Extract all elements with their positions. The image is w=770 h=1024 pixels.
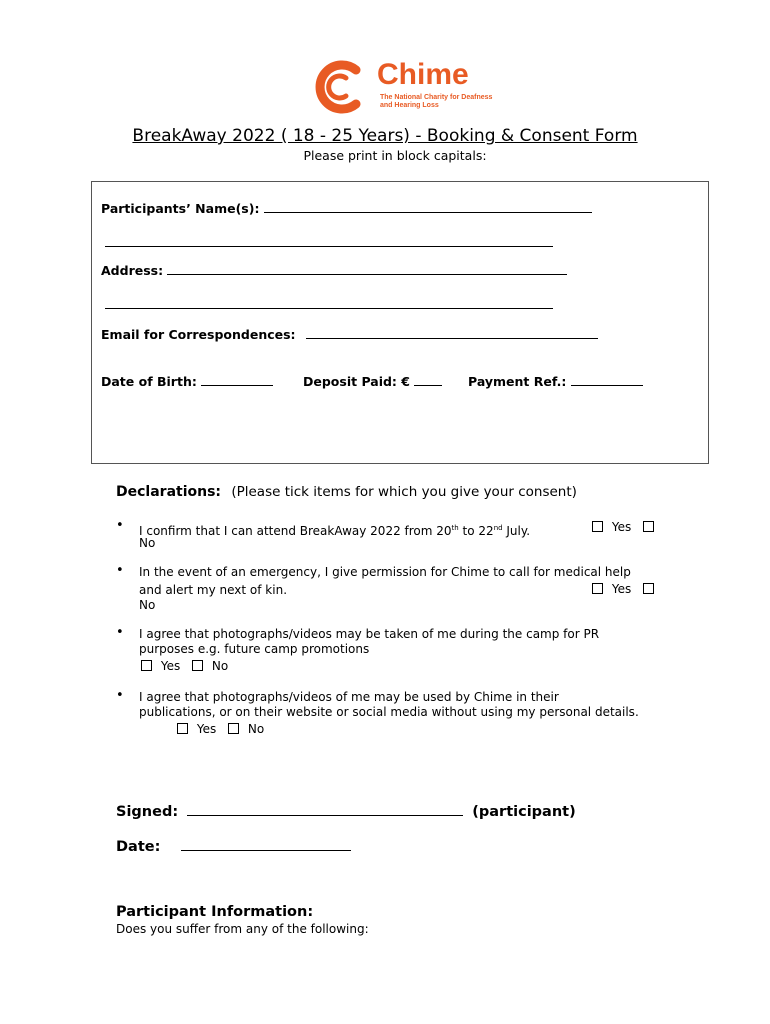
declaration-1-yes-label: Yes [611, 520, 632, 534]
bullet-icon: • [116, 688, 124, 703]
declaration-1-text-b: to 22 [458, 524, 494, 538]
date-label: Date: [116, 839, 161, 855]
declaration-3-options [141, 659, 228, 673]
payment-ref-field[interactable] [571, 374, 643, 386]
address-row [101, 263, 567, 278]
email-label: Email for Correspondences: [101, 327, 296, 342]
declaration-1-sup-b: nd [493, 524, 503, 532]
declaration-4-yes-label: Yes [196, 722, 217, 736]
declarations-heading [116, 484, 577, 500]
email-field[interactable] [306, 327, 598, 339]
participant-details-box [91, 181, 709, 464]
participants-name-row [101, 201, 592, 216]
declaration-1-text-c: July. [502, 524, 531, 538]
declaration-1-no-label: No [139, 536, 156, 550]
signed-field[interactable] [187, 801, 463, 816]
declaration-4-line1: I agree that photographs/videos of me may be used by Chime in their [139, 690, 559, 704]
participants-name-field[interactable] [264, 201, 592, 213]
signed-label: Signed: [116, 804, 179, 820]
date-field[interactable] [181, 836, 351, 851]
participant-suffix: (participant) [472, 804, 576, 820]
declaration-1-no-checkbox[interactable] [643, 521, 654, 532]
declaration-3-line1: I agree that photographs/videos may be taken of me during the camp for PR [139, 627, 600, 641]
logo-name: Chime [377, 58, 469, 91]
declaration-3-yes-label: Yes [160, 659, 181, 673]
dob-label: Date of Birth: [101, 374, 197, 389]
declarations-note: (Please tick items for which you give your consent) [231, 484, 577, 500]
logo-tagline: The National Charity for Deafness and Hearing Loss [380, 94, 493, 109]
dob-field[interactable] [201, 374, 273, 386]
declaration-2-line1: In the event of an emergency, I give permission for Chime to call for medical help [139, 565, 631, 579]
declaration-4-options [177, 722, 264, 736]
address-label: Address: [101, 263, 164, 278]
signed-row [116, 801, 576, 820]
bullet-icon: • [116, 563, 124, 578]
address-field[interactable] [167, 263, 567, 275]
declaration-3-yes-checkbox[interactable] [141, 660, 152, 671]
email-row [101, 327, 598, 342]
form-subtitle: Please print in block capitals: [303, 148, 487, 163]
declaration-2-line2: and alert my next of kin. [139, 583, 288, 597]
participants-name-label: Participants’ Name(s): [101, 201, 260, 216]
declaration-2-yes-checkbox[interactable] [592, 583, 603, 594]
bullet-icon: • [116, 518, 124, 533]
form-title: BreakAway 2022 ( 18 - 25 Years) - Booking & Consent Form [132, 126, 638, 146]
declaration-1-sup-a: th [451, 524, 459, 532]
participant-info-heading: Participant Information: [116, 904, 314, 920]
deposit-field[interactable] [414, 374, 442, 386]
declaration-1-yes-checkbox[interactable] [592, 521, 603, 532]
date-row [116, 836, 351, 855]
bullet-icon: • [116, 625, 124, 640]
declaration-2-yes-label: Yes [611, 582, 632, 596]
address-field-2[interactable] [105, 308, 553, 309]
declaration-4-yes-checkbox[interactable] [177, 723, 188, 734]
payment-ref-label: Payment Ref.: [468, 374, 567, 389]
declaration-2-no-label: No [139, 598, 156, 612]
declaration-4-line2: publications, or on their website or social media without using my personal details. [139, 705, 639, 719]
dob-row [101, 374, 273, 389]
deposit-row [303, 374, 442, 389]
declaration-2-yes [592, 582, 654, 596]
declaration-item-1 [139, 520, 530, 539]
declaration-3-line2: purposes e.g. future camp promotions [139, 642, 370, 656]
declaration-4-no-label: No [247, 722, 265, 736]
declaration-1-yes [592, 520, 654, 534]
declaration-1-text-a: I confirm that I can attend BreakAway 2022 from 20 [139, 524, 452, 538]
declaration-3-no-label: No [211, 659, 229, 673]
declaration-3-no-checkbox[interactable] [192, 660, 203, 671]
participant-info-question: Does you suffer from any of the following: [116, 922, 369, 936]
participants-name-field-2[interactable] [105, 246, 553, 247]
payment-ref-row [468, 374, 643, 389]
declaration-2-no-checkbox[interactable] [643, 583, 654, 594]
declaration-4-no-checkbox[interactable] [228, 723, 239, 734]
deposit-label: Deposit Paid: € [303, 374, 410, 389]
declarations-title: Declarations: [116, 484, 222, 500]
